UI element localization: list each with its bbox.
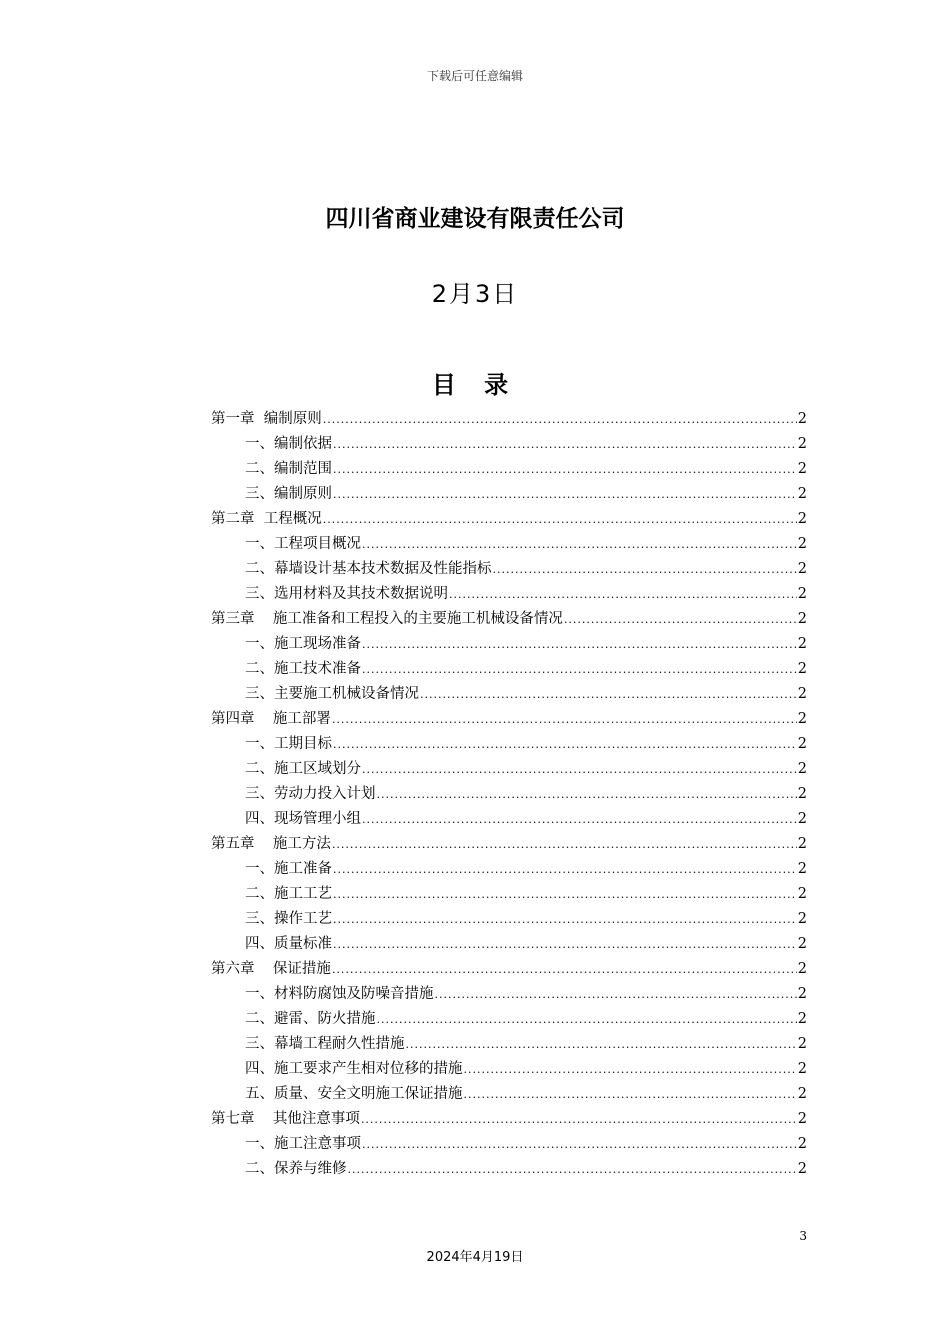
- toc-entry-page: 2: [797, 461, 807, 477]
- toc-entry-title: 三、操作工艺: [245, 911, 332, 927]
- toc-entry-title: 二、保养与维修: [245, 1161, 347, 1177]
- toc-dot-leader: [333, 857, 797, 882]
- toc-chapter-entry[interactable]: [211, 707, 807, 732]
- toc-entry-title: 三、劳动力投入计划: [245, 786, 376, 802]
- toc-dot-leader: [333, 932, 797, 957]
- toc-dot-leader: [333, 882, 797, 907]
- toc-dot-leader: [564, 607, 797, 632]
- toc-entry-page: 2: [797, 1061, 807, 1077]
- toc-section-entry[interactable]: [211, 1032, 807, 1057]
- toc-dot-leader: [362, 632, 797, 657]
- toc-entry-title: 三、选用材料及其技术数据说明: [245, 586, 448, 602]
- toc-section-entry[interactable]: [211, 757, 807, 782]
- toc-entry-title: 一、施工准备: [245, 861, 332, 877]
- toc-entry-title: 一、材料防腐蚀及防噪音措施: [245, 986, 434, 1002]
- toc-entry-page: 2: [797, 1011, 807, 1027]
- toc-entry-page: 2: [797, 411, 807, 427]
- toc-dot-leader: [362, 532, 797, 557]
- toc-entry-title: 一、工期目标: [245, 736, 332, 752]
- toc-dot-leader: [333, 457, 797, 482]
- toc-entry-title: 二、避雷、防火措施: [245, 1011, 376, 1027]
- toc-entry-title: 第二章 工程概况: [211, 511, 322, 527]
- toc-section-entry[interactable]: [211, 582, 807, 607]
- toc-section-entry[interactable]: [211, 807, 807, 832]
- toc-entry-page: 2: [797, 786, 807, 802]
- toc-entry-page: 2: [797, 911, 807, 927]
- toc-entry-title: 一、编制依据: [245, 436, 332, 452]
- toc-entry-page: 2: [797, 736, 807, 752]
- toc-entry-title: 一、工程项目概况: [245, 536, 361, 552]
- toc-dot-leader: [332, 832, 797, 857]
- toc-section-entry[interactable]: [211, 907, 807, 932]
- toc-dot-leader: [333, 732, 797, 757]
- toc-entry-title: 二、编制范围: [245, 461, 332, 477]
- toc-entry-page: 2: [797, 761, 807, 777]
- toc-dot-leader: [333, 907, 797, 932]
- toc-entry-title: 一、施工现场准备: [245, 636, 361, 652]
- toc-section-entry[interactable]: [211, 657, 807, 682]
- toc-section-entry[interactable]: [211, 857, 807, 882]
- toc-section-entry[interactable]: [211, 932, 807, 957]
- toc-entry-page: 2: [797, 636, 807, 652]
- toc-entry-page: 2: [797, 536, 807, 552]
- toc-dot-leader: [333, 482, 797, 507]
- toc-chapter-entry[interactable]: [211, 1107, 807, 1132]
- toc-entry-page: 2: [797, 561, 807, 577]
- toc-entry-title: 五、质量、安全文明施工保证措施: [245, 1086, 463, 1102]
- toc-entry-title: 三、主要施工机械设备情况: [245, 686, 419, 702]
- toc-chapter-entry[interactable]: [211, 507, 807, 532]
- toc-entry-page: 2: [797, 1111, 807, 1127]
- toc-section-entry[interactable]: [211, 782, 807, 807]
- toc-entry-title: 第六章 保证措施: [211, 961, 331, 977]
- toc-dot-leader: [348, 1157, 797, 1182]
- toc-entry-page: 2: [797, 1036, 807, 1052]
- toc-entry-page: 2: [797, 686, 807, 702]
- toc-dot-leader: [323, 507, 797, 532]
- toc-entry-page: 2: [797, 711, 807, 727]
- toc-entry-page: 2: [797, 661, 807, 677]
- toc-dot-leader: [362, 657, 797, 682]
- toc-section-entry[interactable]: [211, 982, 807, 1007]
- toc-entry-title: 四、质量标准: [245, 936, 332, 952]
- toc-entry-page: 2: [797, 861, 807, 877]
- toc-entry-page: 2: [797, 511, 807, 527]
- toc-dot-leader: [464, 1082, 797, 1107]
- toc-dot-leader: [323, 407, 797, 432]
- toc-dot-leader: [449, 582, 797, 607]
- toc-dot-leader: [361, 1107, 797, 1132]
- toc-dot-leader: [362, 807, 797, 832]
- toc-dot-leader: [493, 557, 797, 582]
- toc-entry-page: 2: [797, 986, 807, 1002]
- toc-section-entry[interactable]: [211, 432, 807, 457]
- toc-dot-leader: [332, 707, 797, 732]
- toc-section-entry[interactable]: [211, 1007, 807, 1032]
- toc-section-entry[interactable]: [211, 457, 807, 482]
- toc-heading: 目 录: [431, 371, 519, 399]
- toc-entry-page: 2: [797, 611, 807, 627]
- toc-entry-title: 四、施工要求产生相对位移的措施: [245, 1061, 463, 1077]
- toc-entry-title: 三、编制原则: [245, 486, 332, 502]
- toc-dot-leader: [377, 782, 797, 807]
- toc-entry-title: 二、施工区域划分: [245, 761, 361, 777]
- toc-entry-page: 2: [797, 586, 807, 602]
- toc-entry-title: 一、施工注意事项: [245, 1136, 361, 1152]
- toc-entry-page: 2: [797, 936, 807, 952]
- toc-dot-leader: [332, 957, 797, 982]
- toc-entry-page: 2: [797, 836, 807, 852]
- toc-entry-title: 三、幕墙工程耐久性措施: [245, 1036, 405, 1052]
- toc-entry-title: 第七章 其他注意事项: [211, 1111, 360, 1127]
- toc-entry-title: 第五章 施工方法: [211, 836, 331, 852]
- toc-dot-leader: [435, 982, 797, 1007]
- toc-section-entry[interactable]: [211, 882, 807, 907]
- toc-section-entry[interactable]: [211, 1082, 807, 1107]
- toc-entry-title: 第一章 编制原则: [211, 411, 322, 427]
- toc-entry-page: 2: [797, 1161, 807, 1177]
- toc-chapter-entry[interactable]: [211, 832, 807, 857]
- toc-dot-leader: [362, 1132, 797, 1157]
- toc-section-entry[interactable]: [211, 482, 807, 507]
- company-name: 四川省商业建设有限责任公司: [325, 206, 625, 232]
- toc-entry-page: 2: [797, 1136, 807, 1152]
- toc-chapter-entry[interactable]: [211, 607, 807, 632]
- page-number: 3: [799, 1229, 807, 1243]
- toc-entry-title: 二、幕墙设计基本技术数据及性能指标: [245, 561, 492, 577]
- toc-entry-page: 2: [797, 436, 807, 452]
- toc-entry-title: 二、施工工艺: [245, 886, 332, 902]
- toc-chapter-entry[interactable]: [211, 957, 807, 982]
- toc-entry-title: 第三章 施工准备和工程投入的主要施工机械设备情况: [211, 611, 563, 627]
- table-of-contents: [211, 407, 807, 1182]
- toc-entry-page: 2: [797, 961, 807, 977]
- toc-entry-page: 2: [797, 886, 807, 902]
- toc-entry-page: 2: [797, 486, 807, 502]
- footer-date: 2024年4月19日: [426, 1250, 524, 1265]
- toc-dot-leader: [464, 1057, 797, 1082]
- toc-section-entry[interactable]: [211, 1132, 807, 1157]
- toc-dot-leader: [333, 432, 797, 457]
- toc-section-entry[interactable]: [211, 632, 807, 657]
- toc-dot-leader: [406, 1032, 797, 1057]
- toc-section-entry[interactable]: [211, 732, 807, 757]
- toc-chapter-entry[interactable]: [211, 407, 807, 432]
- toc-dot-leader: [362, 757, 797, 782]
- toc-dot-leader: [420, 682, 797, 707]
- header-note: 下载后可任意编辑: [426, 69, 523, 83]
- toc-section-entry[interactable]: [211, 557, 807, 582]
- toc-section-entry[interactable]: [211, 1157, 807, 1182]
- toc-section-entry[interactable]: [211, 532, 807, 557]
- toc-section-entry[interactable]: [211, 682, 807, 707]
- document-date: 2月3日: [431, 280, 519, 308]
- toc-entry-page: 2: [797, 1086, 807, 1102]
- toc-entry-page: 2: [797, 811, 807, 827]
- toc-entry-title: 第四章 施工部署: [211, 711, 331, 727]
- toc-entry-title: 二、施工技术准备: [245, 661, 361, 677]
- toc-section-entry[interactable]: [211, 1057, 807, 1082]
- toc-dot-leader: [377, 1007, 797, 1032]
- toc-entry-title: 四、现场管理小组: [245, 811, 361, 827]
